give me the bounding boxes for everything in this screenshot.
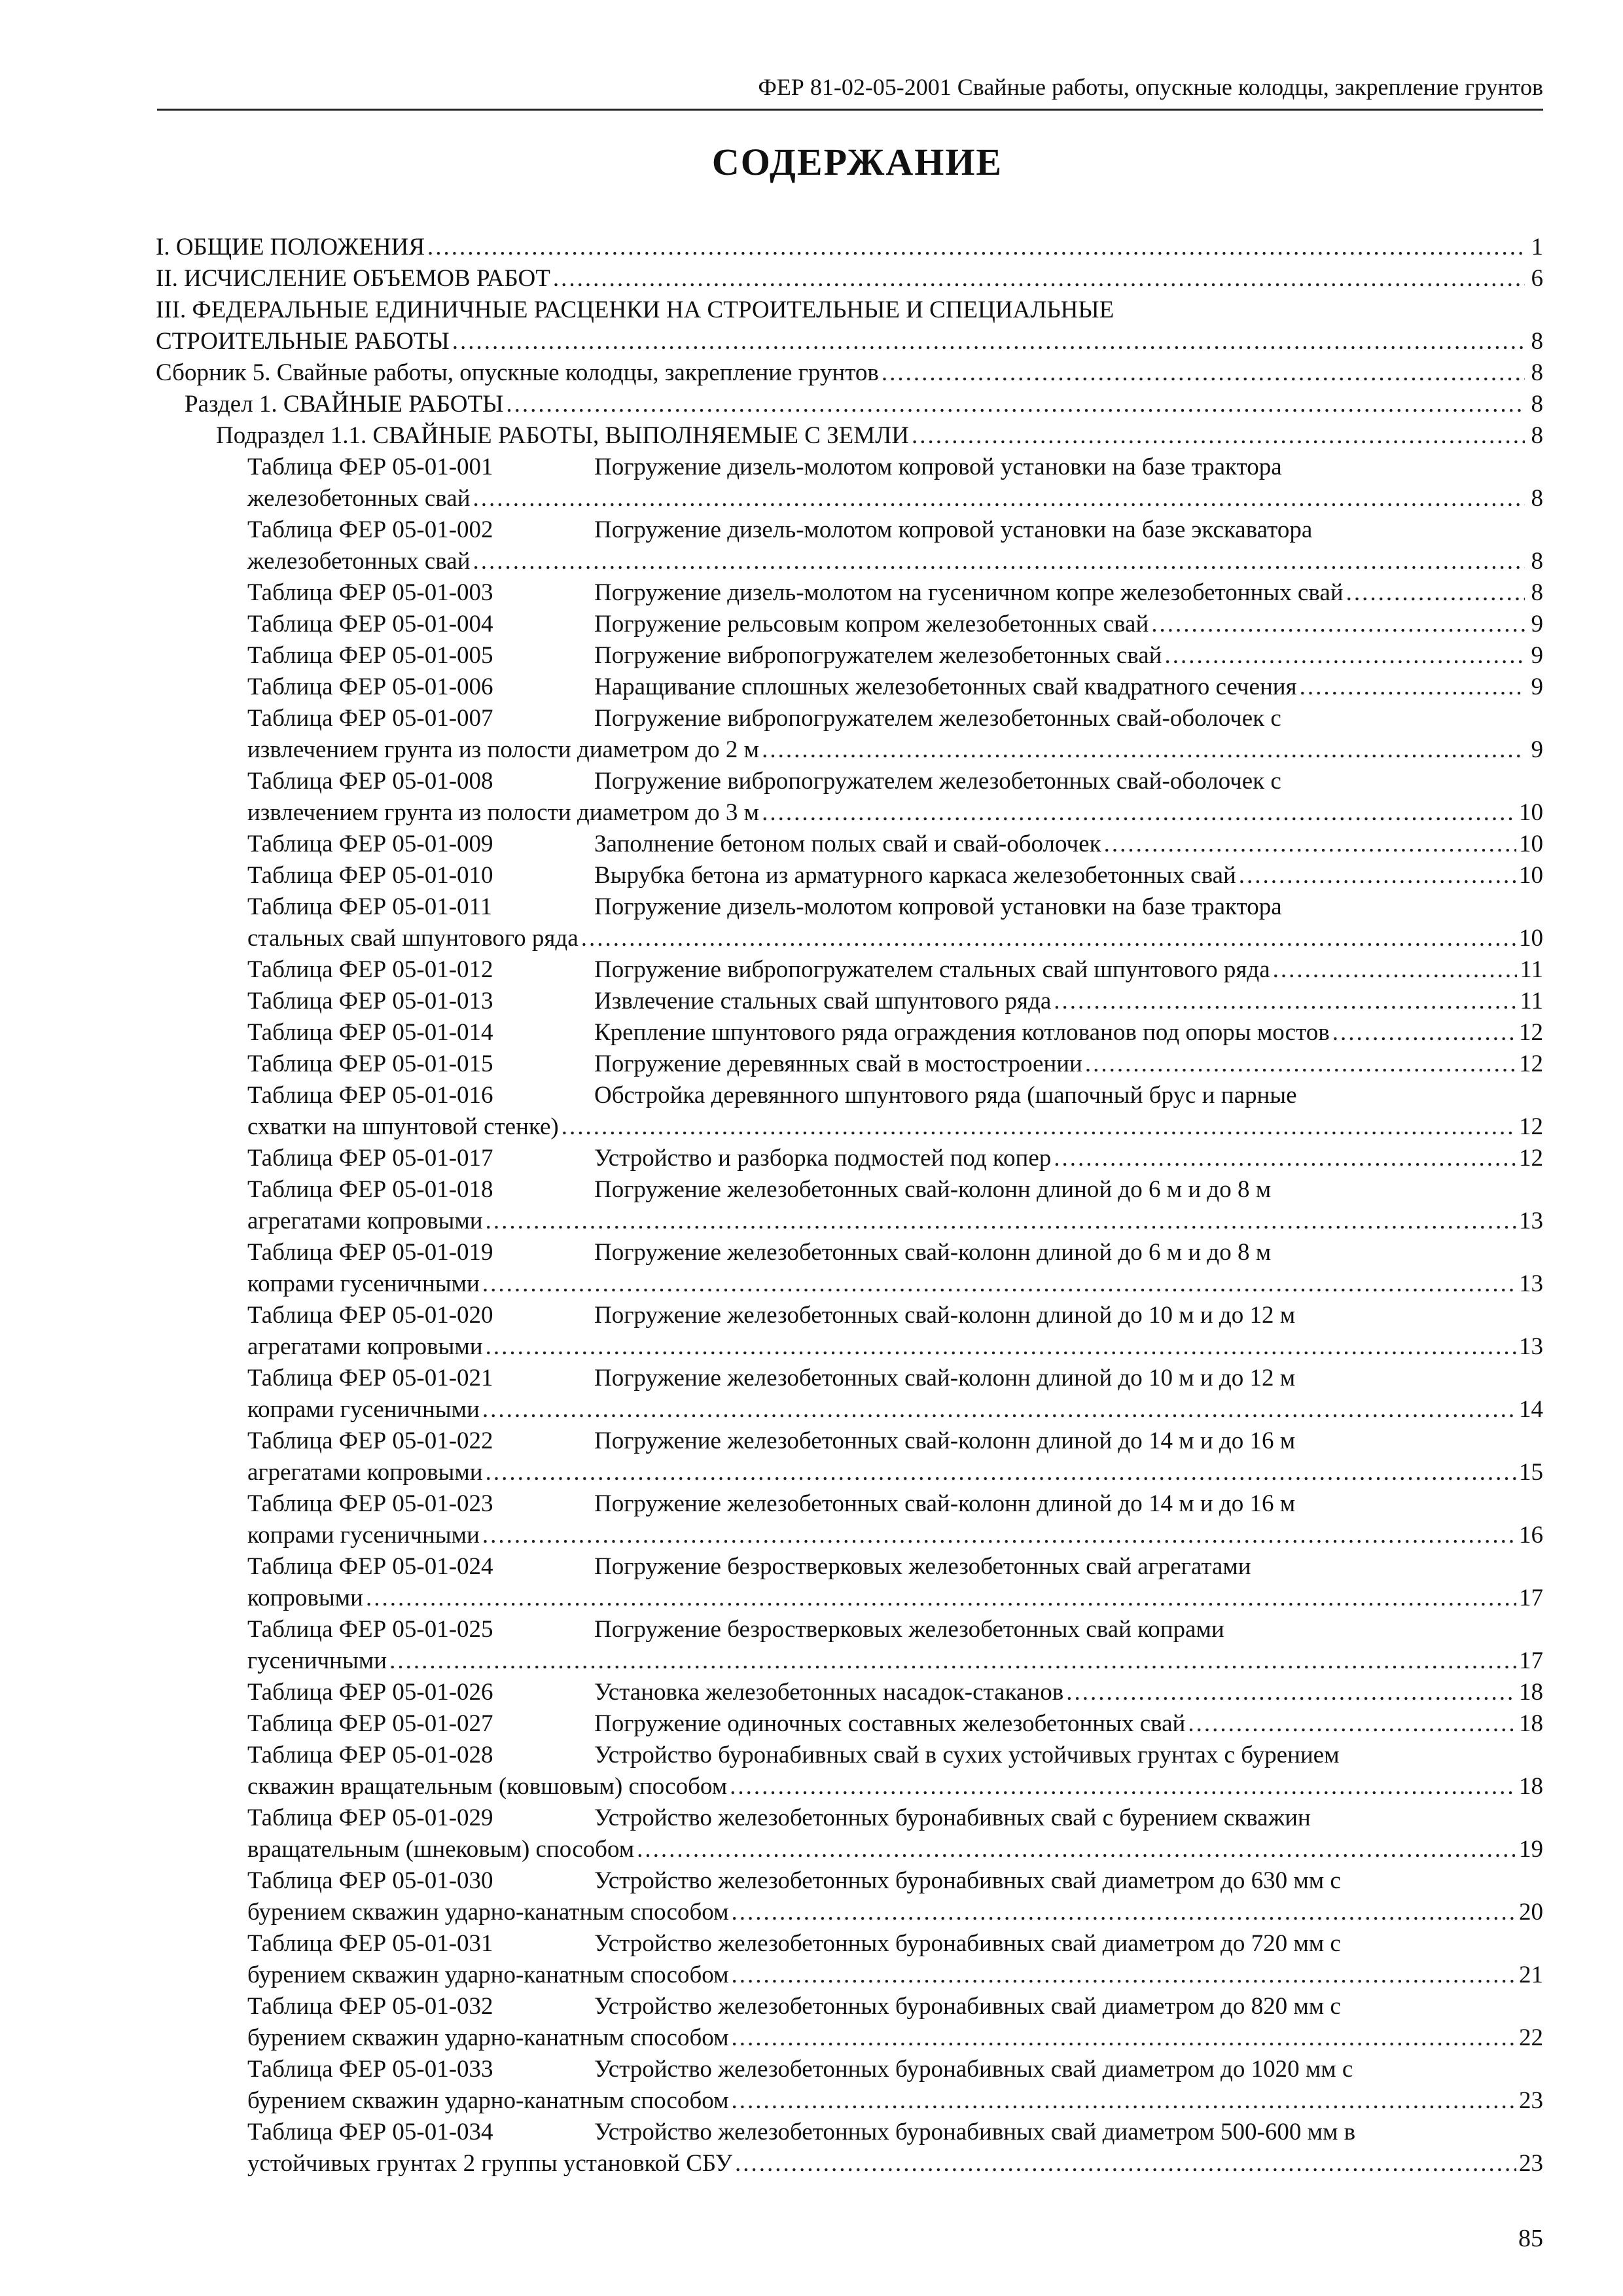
table-code: Таблица ФЕР 05-01-017 — [247, 1145, 493, 1172]
table-description-continued: извлечением грунта из полости диаметром до 3 м — [247, 799, 760, 826]
toc-table-entry-continuation[interactable] — [156, 1520, 1543, 1551]
table-description-continued: вращательным (шнековым) способом — [247, 1836, 635, 1863]
table-description: Погружение железобетонных свай-колонн длиной до 14 м и до 16 м — [594, 1490, 1296, 1517]
toc-table-entry-continuation[interactable] — [156, 1457, 1543, 1488]
table-description-continued: стальных свай шпунтового ряда — [247, 925, 579, 952]
toc-table-entry[interactable] — [156, 891, 1543, 923]
page-number: 85 — [1518, 2225, 1543, 2252]
table-of-contents — [156, 232, 1543, 2179]
toc-table-entry[interactable] — [156, 1080, 1543, 1111]
table-code: Таблица ФЕР 05-01-025 — [247, 1616, 493, 1643]
dot-leader — [482, 1268, 1516, 1300]
table-code: Таблица ФЕР 05-01-003 — [247, 579, 493, 606]
table-code: Таблица ФЕР 05-01-012 — [247, 956, 493, 983]
table-code: Таблица ФЕР 05-01-021 — [247, 1365, 493, 1391]
toc-table-entry[interactable] — [156, 452, 1543, 483]
dot-leader — [731, 1960, 1516, 1991]
dot-leader — [735, 2148, 1516, 2179]
dot-leader — [1054, 1143, 1516, 1174]
dot-leader — [562, 1111, 1516, 1143]
table-description-continued: агрегатами копровыми — [247, 1208, 483, 1234]
dot-leader — [452, 326, 1525, 357]
toc-page-number: 13 — [1519, 1333, 1543, 1360]
dot-leader — [1164, 640, 1525, 672]
dot-leader — [762, 734, 1525, 766]
table-code: Таблица ФЕР 05-01-019 — [247, 1239, 493, 1266]
toc-table-entry[interactable] — [156, 986, 1543, 1017]
toc-table-entry[interactable] — [156, 2117, 1543, 2148]
table-code: Таблица ФЕР 05-01-032 — [247, 1993, 493, 2020]
toc-table-entry-continuation[interactable] — [156, 797, 1543, 829]
table-description-continued: железобетонных свай — [247, 548, 471, 575]
dot-leader — [482, 1520, 1516, 1551]
table-description: Устройство железобетонных буронабивных свай диаметром до 630 мм с — [594, 1867, 1341, 1894]
dot-leader — [473, 483, 1525, 514]
running-title: ФЕР 81-02-05-2001 Свайные работы, опускные колодцы, закрепление грунтов — [758, 74, 1543, 100]
toc-page-number: 17 — [1519, 1585, 1543, 1611]
toc-entry-collection-5[interactable] — [156, 357, 1543, 389]
toc-table-entry[interactable] — [156, 1237, 1543, 1268]
table-description: Погружение одиночных составных железобетонных свай — [594, 1710, 1186, 1737]
toc-entry-text: Сборник 5. Свайные работы, опускные колодцы, закрепление грунтов — [156, 359, 879, 386]
toc-entry-federal-rates[interactable] — [156, 295, 1543, 326]
toc-table-entry[interactable] — [156, 1614, 1543, 1645]
toc-table-entry[interactable] — [156, 1049, 1543, 1080]
dot-leader — [486, 1457, 1516, 1488]
dot-leader — [427, 232, 1525, 263]
dot-leader — [486, 1331, 1516, 1363]
table-description: Погружение вибропогружателем стальных свай шпунтового ряда — [594, 956, 1270, 983]
toc-page-number: 10 — [1519, 925, 1543, 952]
table-code: Таблица ФЕР 05-01-005 — [247, 642, 493, 669]
table-description: Наращивание сплошных железобетонных свай квадратного сечения — [594, 673, 1297, 700]
toc-page-number: 8 — [1531, 485, 1543, 512]
toc-page-number: 23 — [1519, 2150, 1543, 2177]
table-description-continued: схватки на шпунтовой стенке) — [247, 1113, 559, 1140]
toc-table-entry-continuation[interactable] — [156, 546, 1543, 577]
dot-leader — [1151, 609, 1525, 640]
dot-leader — [1085, 1049, 1516, 1080]
table-description-continued: извлечением грунта из полости диаметром до 2 м — [247, 736, 760, 763]
table-code: Таблица ФЕР 05-01-023 — [247, 1490, 493, 1517]
table-description: Погружение железобетонных свай-колонн длиной до 6 м и до 8 м — [594, 1239, 1272, 1266]
toc-entry-text: СТРОИТЕЛЬНЫЕ РАБОТЫ — [156, 328, 450, 355]
toc-table-entry[interactable] — [156, 829, 1543, 860]
table-description: Устройство буронабивных свай в сухих устойчивых грунтах с бурением — [594, 1742, 1340, 1768]
toc-page-number: 20 — [1519, 1899, 1543, 1926]
toc-entry-federal-rates-cont[interactable] — [156, 326, 1543, 357]
toc-table-entry-continuation[interactable] — [156, 1583, 1543, 1614]
toc-entry-text: Подраздел 1.1. СВАЙНЫЕ РАБОТЫ, ВЫПОЛНЯЕМЫЕ С ЗЕМЛИ — [216, 422, 909, 449]
table-description-continued: гусеничными — [247, 1647, 387, 1674]
toc-page-number: 23 — [1519, 2087, 1543, 2114]
toc-entry-subsection-1-1[interactable] — [156, 420, 1543, 452]
toc-table-entry[interactable] — [156, 860, 1543, 891]
toc-page-number: 8 — [1531, 548, 1543, 575]
table-description: Погружение дизель-молотом на гусеничном копре железобетонных свай — [594, 579, 1344, 606]
dot-leader — [882, 357, 1525, 389]
table-code: Таблица ФЕР 05-01-027 — [247, 1710, 493, 1737]
toc-entry-general[interactable] — [156, 232, 1543, 263]
table-description: Устройство железобетонных буронабивных свай диаметром 500-600 мм в — [594, 2119, 1356, 2145]
table-code: Таблица ФЕР 05-01-016 — [247, 1082, 493, 1109]
toc-table-entry[interactable] — [156, 703, 1543, 734]
toc-table-entry[interactable] — [156, 954, 1543, 986]
dot-leader — [1188, 1708, 1516, 1740]
table-description: Погружение вибропогружателем железобетонных свай-оболочек с — [594, 768, 1281, 795]
toc-entry-volume-calc[interactable] — [156, 263, 1543, 295]
table-code: Таблица ФЕР 05-01-029 — [247, 1804, 493, 1831]
toc-table-entry[interactable] — [156, 672, 1543, 703]
toc-table-entry[interactable] — [156, 1363, 1543, 1394]
toc-table-entry[interactable] — [156, 1551, 1543, 1583]
dot-leader — [506, 389, 1525, 420]
toc-table-entry[interactable] — [156, 2054, 1543, 2085]
table-description: Погружение железобетонных свай-колонн длиной до 10 м и до 12 м — [594, 1302, 1296, 1329]
table-description-continued: копровыми — [247, 1585, 363, 1611]
dot-leader — [730, 1771, 1516, 1803]
table-code: Таблица ФЕР 05-01-006 — [247, 673, 493, 700]
toc-table-entry[interactable] — [156, 1708, 1543, 1740]
table-code: Таблица ФЕР 05-01-001 — [247, 454, 493, 480]
toc-table-entry-continuation[interactable] — [156, 1206, 1543, 1237]
dot-leader — [366, 1583, 1516, 1614]
toc-page-number: 10 — [1519, 862, 1543, 889]
table-description-continued: устойчивых грунтах 2 группы установкой СБУ — [247, 2150, 733, 2177]
dot-leader — [1273, 954, 1518, 986]
table-description: Погружение железобетонных свай-колонн длиной до 14 м и до 16 м — [594, 1427, 1296, 1454]
table-description-continued: копрами гусеничными — [247, 1270, 480, 1297]
dot-leader — [482, 1394, 1516, 1426]
table-description: Погружение вибропогружателем железобетонных свай — [594, 642, 1162, 669]
table-code: Таблица ФЕР 05-01-033 — [247, 2056, 493, 2083]
table-code: Таблица ФЕР 05-01-011 — [247, 893, 493, 920]
toc-page-number: 12 — [1519, 1113, 1543, 1140]
toc-page-number: 8 — [1531, 391, 1543, 418]
table-description: Устройство железобетонных буронабивных свай диаметром до 720 мм с — [594, 1930, 1341, 1957]
toc-table-entry-continuation[interactable] — [156, 1394, 1543, 1426]
table-description-continued: копрами гусеничными — [247, 1396, 480, 1423]
toc-table-entry-continuation[interactable] — [156, 1331, 1543, 1363]
toc-page-number: 17 — [1519, 1647, 1543, 1674]
toc-table-entry-continuation[interactable] — [156, 1960, 1543, 1991]
table-description-continued: бурением скважин ударно-канатным способом — [247, 2024, 729, 2051]
toc-page-number: 18 — [1519, 1773, 1543, 1800]
dot-leader — [731, 2022, 1516, 2054]
table-code: Таблица ФЕР 05-01-009 — [247, 831, 493, 857]
toc-table-entry[interactable] — [156, 766, 1543, 797]
toc-table-entry[interactable] — [156, 1300, 1543, 1331]
table-code: Таблица ФЕР 05-01-034 — [247, 2119, 493, 2145]
toc-table-entry[interactable] — [156, 1803, 1543, 1834]
toc-table-entry-continuation[interactable] — [156, 1897, 1543, 1928]
dot-leader — [637, 1834, 1516, 1865]
toc-table-entry-continuation[interactable] — [156, 1771, 1543, 1803]
toc-page-number: 15 — [1519, 1459, 1543, 1486]
toc-table-entry-continuation[interactable] — [156, 1645, 1543, 1677]
table-description: Крепление шпунтового ряда ограждения котлованов под опоры мостов — [594, 1019, 1330, 1046]
toc-page-number: 9 — [1531, 673, 1543, 700]
toc-table-entry-continuation[interactable] — [156, 2022, 1543, 2054]
table-code: Таблица ФЕР 05-01-020 — [247, 1302, 493, 1329]
toc-page-number: 18 — [1519, 1679, 1543, 1706]
table-description: Установка железобетонных насадок-стаканов — [594, 1679, 1064, 1706]
table-code: Таблица ФЕР 05-01-010 — [247, 862, 493, 889]
page-title: СОДЕРЖАНИЕ — [711, 141, 1003, 183]
table-description-continued: копрами гусеничными — [247, 1522, 480, 1549]
dot-leader — [1104, 829, 1516, 860]
toc-entry-text: I. ОБЩИЕ ПОЛОЖЕНИЯ — [156, 234, 425, 260]
table-description: Обстройка деревянного шпунтового ряда (шапочный брус и парные — [594, 1082, 1297, 1109]
dot-leader — [1054, 986, 1517, 1017]
dot-leader — [1346, 577, 1525, 609]
toc-entry-text: II. ИСЧИСЛЕНИЕ ОБЪЕМОВ РАБОТ — [156, 265, 550, 292]
table-code: Таблица ФЕР 05-01-028 — [247, 1742, 493, 1768]
toc-page-number: 12 — [1519, 1050, 1543, 1077]
toc-page-number: 22 — [1519, 2024, 1543, 2051]
dot-leader — [731, 2085, 1516, 2117]
toc-table-entry[interactable] — [156, 1174, 1543, 1206]
table-code: Таблица ФЕР 05-01-024 — [247, 1553, 493, 1580]
toc-table-entry[interactable] — [156, 1991, 1543, 2022]
dot-leader — [389, 1645, 1516, 1677]
toc-table-entry[interactable] — [156, 1928, 1543, 1960]
table-description: Погружение безростверковых железобетонных свай агрегатами — [594, 1553, 1251, 1580]
table-code: Таблица ФЕР 05-01-015 — [247, 1050, 493, 1077]
table-description: Заполнение бетоном полых свай и свай-оболочек — [594, 831, 1101, 857]
table-description-continued: агрегатами копровыми — [247, 1459, 483, 1486]
toc-entry-section-1[interactable] — [156, 389, 1543, 420]
toc-table-entry-continuation[interactable] — [156, 734, 1543, 766]
table-description-continued: бурением скважин ударно-канатным способом — [247, 2087, 729, 2114]
table-description: Извлечение стальных свай шпунтового ряда — [594, 988, 1052, 1014]
dot-leader — [1066, 1677, 1516, 1708]
dot-leader — [1300, 672, 1525, 703]
toc-table-entry[interactable] — [156, 1143, 1543, 1174]
table-code: Таблица ФЕР 05-01-026 — [247, 1679, 493, 1706]
toc-table-entry[interactable] — [156, 577, 1543, 609]
table-code: Таблица ФЕР 05-01-018 — [247, 1176, 493, 1203]
toc-table-entry[interactable] — [156, 1017, 1543, 1049]
table-description: Погружение деревянных свай в мостостроении — [594, 1050, 1082, 1077]
toc-table-entry[interactable] — [156, 514, 1543, 546]
table-code: Таблица ФЕР 05-01-002 — [247, 516, 493, 543]
toc-page-number: 18 — [1519, 1710, 1543, 1737]
toc-page-number: 9 — [1531, 611, 1543, 637]
toc-entry-text: III. ФЕДЕРАЛЬНЫЕ ЕДИНИЧНЫЕ РАСЦЕНКИ НА СТРОИТЕЛЬНЫЕ И СПЕЦИАЛЬНЫЕ — [156, 296, 1115, 323]
table-code: Таблица ФЕР 05-01-008 — [247, 768, 493, 795]
table-description: Устройство и разборка подмостей под копер — [594, 1145, 1052, 1172]
toc-page-number: 8 — [1531, 359, 1543, 386]
table-code: Таблица ФЕР 05-01-004 — [247, 611, 493, 637]
toc-page-number: 8 — [1531, 422, 1543, 449]
table-description: Погружение вибропогружателем железобетонных свай-оболочек с — [594, 705, 1281, 732]
table-description-continued: бурением скважин ударно-канатным способом — [247, 1962, 729, 1988]
dot-leader — [1332, 1017, 1516, 1049]
table-description: Устройство железобетонных буронабивных свай диаметром до 1020 мм с — [594, 2056, 1353, 2083]
table-description: Погружение железобетонных свай-колонн длиной до 6 м и до 8 м — [594, 1176, 1272, 1203]
dot-leader — [912, 420, 1525, 452]
toc-table-entry-continuation[interactable] — [156, 483, 1543, 514]
table-description: Погружение дизель-молотом копровой установки на базе трактора — [594, 454, 1282, 480]
toc-page-number: 10 — [1519, 831, 1543, 857]
table-description: Погружение рельсовым копром железобетонных свай — [594, 611, 1149, 637]
toc-page-number: 12 — [1519, 1145, 1543, 1172]
toc-table-entry[interactable] — [156, 1740, 1543, 1771]
toc-page-number: 1 — [1531, 234, 1543, 260]
toc-page-number: 11 — [1520, 988, 1543, 1014]
table-description: Погружение железобетонных свай-колонн длиной до 10 м и до 12 м — [594, 1365, 1296, 1391]
toc-table-entry-continuation[interactable] — [156, 1834, 1543, 1865]
table-description: Погружение дизель-молотом копровой установки на базе трактора — [594, 893, 1282, 920]
toc-page-number: 14 — [1519, 1396, 1543, 1423]
toc-table-entry[interactable] — [156, 609, 1543, 640]
toc-page-number: 9 — [1531, 642, 1543, 669]
toc-page-number: 10 — [1519, 799, 1543, 826]
dot-leader — [486, 1206, 1516, 1237]
toc-table-entry-continuation[interactable] — [156, 2148, 1543, 2179]
dot-leader — [762, 797, 1516, 829]
toc-table-entry[interactable] — [156, 1865, 1543, 1897]
toc-table-entry-continuation[interactable] — [156, 1268, 1543, 1300]
table-description: Погружение безростверковых железобетонных свай копрами — [594, 1616, 1224, 1643]
table-description: Вырубка бетона из арматурного каркаса железобетонных свай — [594, 862, 1236, 889]
toc-page-number: 12 — [1519, 1019, 1543, 1046]
table-description-continued: агрегатами копровыми — [247, 1333, 483, 1360]
toc-page-number: 13 — [1519, 1270, 1543, 1297]
toc-page-number: 8 — [1531, 328, 1543, 355]
table-code: Таблица ФЕР 05-01-030 — [247, 1867, 493, 1894]
toc-table-entry[interactable] — [156, 1426, 1543, 1457]
table-code: Таблица ФЕР 05-01-007 — [247, 705, 493, 732]
toc-table-entry[interactable] — [156, 1677, 1543, 1708]
toc-page-number: 11 — [1520, 956, 1543, 983]
toc-table-entry-continuation[interactable] — [156, 2085, 1543, 2117]
table-description: Устройство железобетонных буронабивных свай с бурением скважин — [594, 1804, 1311, 1831]
toc-page-number: 6 — [1531, 265, 1543, 292]
table-code: Таблица ФЕР 05-01-014 — [247, 1019, 493, 1046]
toc-page-number: 16 — [1519, 1522, 1543, 1549]
toc-table-entry[interactable] — [156, 1488, 1543, 1520]
toc-page-number: 9 — [1531, 736, 1543, 763]
dot-leader — [581, 923, 1516, 954]
table-description-continued: скважин вращательным (ковшовым) способом — [247, 1773, 728, 1800]
table-description: Погружение дизель-молотом копровой установки на базе экскаватора — [594, 516, 1313, 543]
dot-leader — [553, 263, 1525, 295]
table-code: Таблица ФЕР 05-01-031 — [247, 1930, 493, 1957]
toc-page-number: 21 — [1519, 1962, 1543, 1988]
toc-table-entry-continuation[interactable] — [156, 923, 1543, 954]
toc-page-number: 8 — [1531, 579, 1543, 606]
toc-table-list — [156, 452, 1543, 2179]
table-description-continued: бурением скважин ударно-канатным способом — [247, 1899, 729, 1926]
toc-entry-text: Раздел 1. СВАЙНЫЕ РАБОТЫ — [185, 391, 504, 418]
dot-leader — [1239, 860, 1516, 891]
dot-leader — [731, 1897, 1516, 1928]
toc-table-entry-continuation[interactable] — [156, 1111, 1543, 1143]
table-description: Устройство железобетонных буронабивных свай диаметром до 820 мм с — [594, 1993, 1341, 2020]
table-code: Таблица ФЕР 05-01-013 — [247, 988, 493, 1014]
table-code: Таблица ФЕР 05-01-022 — [247, 1427, 493, 1454]
toc-page-number: 13 — [1519, 1208, 1543, 1234]
dot-leader — [473, 546, 1525, 577]
table-description-continued: железобетонных свай — [247, 485, 471, 512]
toc-page-number: 19 — [1519, 1836, 1543, 1863]
toc-table-entry[interactable] — [156, 640, 1543, 672]
header-divider — [157, 109, 1543, 111]
